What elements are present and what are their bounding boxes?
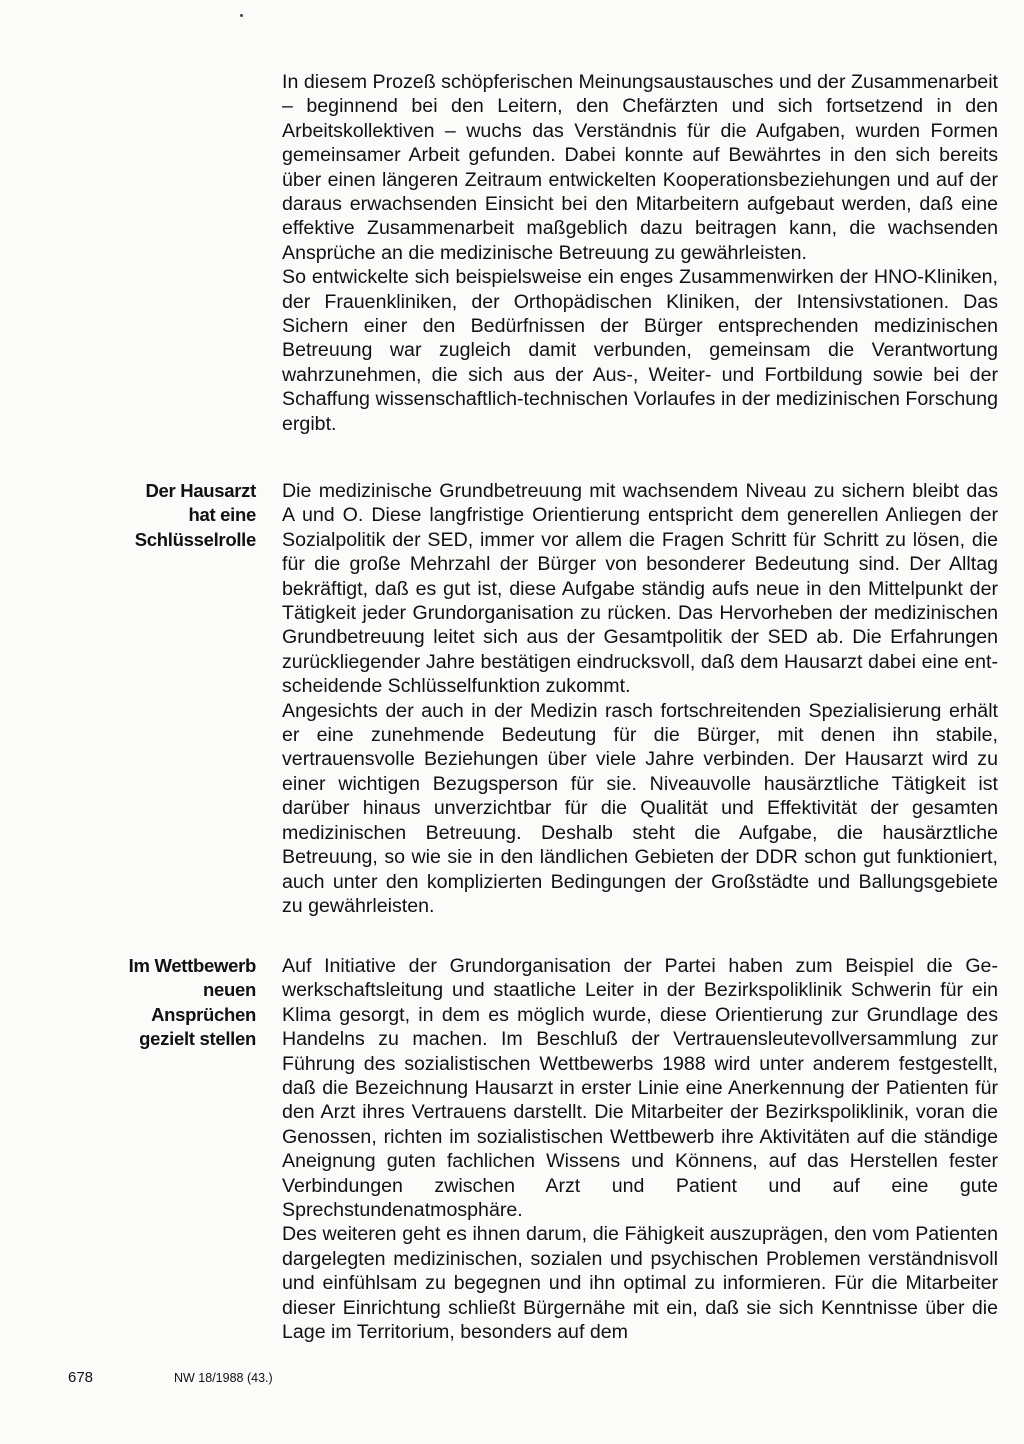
- side-heading-line: Im Wettbewerb: [128, 955, 256, 976]
- paragraph: So entwickelte sich beispielsweise ein enges Zusammenwirken der HNO-Kliniken, der Frauenkliniken, der Orthopädischen Kliniken, der Intensivstationen. Das Sichern einer den Bedürfnissen der Bürger entsprechenden medizinischen Betreuung war zugleich damit verbunden, gemeinsam die Verantwortung wahrzunehmen, die sich aus der Aus-, Weiter- und Fortbildung sowie bei der Schaffung wissenschaftlich-technischen Vorlaufes in der medizinischen Forschung ergibt.: [282, 266, 998, 435]
- paragraph: Des weiteren geht es ihnen darum, die Fähigkeit auszuprägen, den vom Patienten dargelegten medizinischen, sozialen und psychischen Problemen verständnisvoll und einfühlsam zu begegnen und ihn optimal zu informieren. Für die Mitarbeiter dieser Einrichtung schließt Bürgernähe mit ein, daß sie sich Kenntnisse über die Lage im Territorium, besonders auf dem: [282, 1223, 998, 1344]
- side-heading-line: gezielt stellen: [139, 1028, 256, 1050]
- side-heading-hausarzt: [100, 479, 256, 552]
- side-heading-line: hat eine: [188, 504, 256, 526]
- paragraph: Die medizinische Grundbetreuung mit wachsendem Niveau zu sichern bleibt das A und O. Diese langfristige Orientierung entspricht dem generellen Anliegen der Sozialpolitik der SED, immer vor allem die Fragen Schritt für Schritt zu lösen, die für die große Mehrzahl der Bürger von besonderer Bedeutung sind. Der Alltag bekräftigt, daß es gut ist, diese Aufgabe ständig aufs neue in den Mittelpunkt der Tätigkeit jeder Grundorganisation zu rücken. Das Hervorheben der medizinischen Grundbetreuung leitet sich aus der Gesamtpolitik der SED ab. Die Erfahrungen zurückliegender Jahre bestätigen eindrucksvoll, daß dem Hausarzt dabei eine entscheidende Schlüsselfunktion zukommt.: [282, 480, 998, 698]
- print-speck: [240, 14, 243, 17]
- section-wettbewerb-body: [282, 954, 998, 1345]
- section-hausarzt-body: [282, 479, 998, 918]
- issue-reference: NW 18/1988 (43.): [174, 1371, 273, 1385]
- paragraph: Auf Initiative der Grundorganisation der Partei haben zum Beispiel die Gewerkschaftsleitung und staatliche Leiter in der Bezirkspoliklinik Schwerin für ein Klima gesorgt, in dem es möglich wurde, diese Orientierung zur Grundlage des Handelns zu machen. Im Beschluß der Vertrauensleutevollversammlung zur Führung des sozialistischen Wettbewerbs 1988 wird unter anderem festgestellt, daß die Bezeichnung Hausarzt in erster Linie eine Anerkennung der Patienten für den Arzt ihres Vertrauens darstellt. Die Mitarbeiter der Bezirkspoliklinik, voran die Genossen, richten im sozialistischen Wettbewerb ihre Aktivitäten auf die ständige Aneignung guten fachlichen Wissens und Könnens, auf das Herstellen fester Verbindungen zwischen Arzt und Patient und auf eine gute Sprechstundenatmosphäre.: [282, 955, 998, 1222]
- paragraph: In diesem Prozeß schöpferischen Meinungsaustausches und der Zusammenarbeit – beginnend bei den Leitern, den Chefärzten und sich fortsetzend in den Arbeitskollektiven – wuchs das Verständnis für die Aufgaben, wurden Formen gemeinsamer Arbeit gefunden. Dabei konnte auf Bewährtes in den sich bereits über einen längeren Zeitraum entwickelten Kooperationsbeziehungen und auf der daraus erwachsenden Einsicht bei den Mitarbeitern aufgebaut werden, daß eine effektive Zusammenarbeit maßgeblich dazu beitragen kann, die wachsenden Ansprüche an die medizinische Betreuung zu gewährleisten.: [282, 71, 998, 264]
- section-intro-body: [282, 70, 998, 436]
- side-heading-line: neuen Ansprüchen: [151, 979, 256, 1025]
- page-number: 678: [68, 1369, 94, 1386]
- side-heading-wettbewerb: [100, 954, 256, 1052]
- paragraph: Angesichts der auch in der Medizin rasch fortschreitenden Spezialisierung erhält er eine zunehmende Bedeutung für die Bürger, mit denen ihn stabile, vertrauensvolle Beziehungen über viele Jahre verbinden. Der Hausarzt wird zu einer wichtigen Bezugsperson für sie. Niveauvolle hausärztliche Tätigkeit ist darüber hinaus unverzichtbar für die Qualität und Effektivität der gesamten medizinischen Betreuung. Deshalb steht die Aufgabe, die hausärztliche Betreuung, so wie sie in den ländlichen Gebieten der DDR schon gut funktioniert, auch unter den komplizierten Bedingungen der Großstädte und Ballungsgebiete zu gewährleisten.: [282, 699, 998, 917]
- side-heading-line: Der Hausarzt: [145, 480, 256, 501]
- side-heading-line: Schlüsselrolle: [134, 528, 256, 550]
